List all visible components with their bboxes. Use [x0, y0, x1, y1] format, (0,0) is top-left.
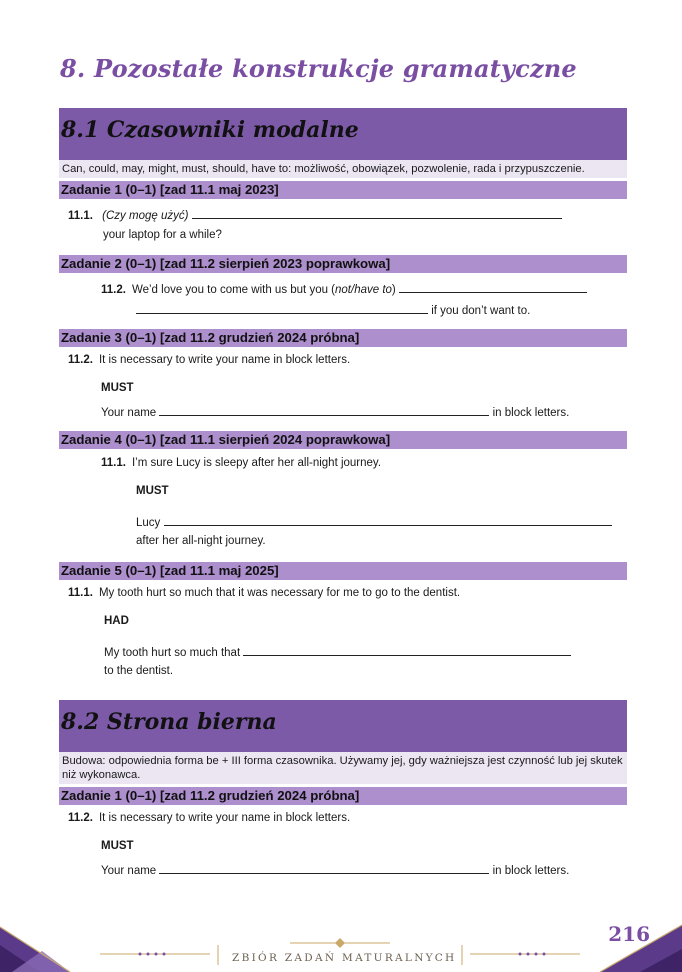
- task-item: [101, 281, 587, 296]
- section-title: 8.1 Czasowniki modalne: [61, 117, 359, 143]
- answer-line: [104, 644, 571, 659]
- task-title: Zadanie 1 (0–1) [zad 11.1 maj 2023]: [61, 182, 279, 197]
- item-sentence: My tooth hurt so much that it was necessary for me to go to the dentist.: [98, 587, 461, 599]
- task-title: Zadanie 2 (0–1) [zad 11.2 sierpień 2023 poprawkowa]: [61, 256, 391, 271]
- answer-line: [101, 404, 569, 419]
- keyword: MUST: [101, 382, 134, 394]
- section-title: 8.2 Strona bierna: [61, 709, 277, 735]
- answer-blank[interactable]: [192, 207, 562, 219]
- answer-end: after her all-night journey.: [136, 535, 266, 547]
- answer-end: to the dentist.: [104, 665, 174, 677]
- answer-line: [136, 514, 612, 529]
- answer-start: Your name: [101, 407, 157, 419]
- task-item: [68, 812, 350, 824]
- task-header: [59, 181, 627, 199]
- item-continuation: if you don’t want to.: [431, 305, 531, 317]
- task-item: [68, 207, 562, 222]
- item-prompt: (Czy mogę użyć): [102, 210, 189, 222]
- task-header: [59, 255, 627, 273]
- answer-blank[interactable]: [164, 514, 612, 526]
- answer-blank[interactable]: [159, 404, 489, 416]
- section-header: [59, 108, 627, 160]
- answer-blank[interactable]: [136, 302, 428, 314]
- keyword: MUST: [101, 840, 134, 852]
- item-number: 11.1.: [68, 587, 93, 599]
- answer-end: in block letters.: [492, 865, 570, 877]
- task-header: [59, 431, 627, 449]
- item-number: 11.2.: [101, 284, 126, 296]
- item-number: 11.1.: [68, 210, 93, 222]
- task-title: Zadanie 3 (0–1) [zad 11.2 grudzień 2024 próbna]: [61, 330, 360, 345]
- answer-end: in block letters.: [492, 407, 570, 419]
- task-header: [59, 562, 627, 580]
- item-text-end: ): [391, 284, 396, 296]
- answer-start: Your name: [101, 865, 157, 877]
- section-intro: Budowa: odpowiednia forma be + III forma czasownika. Używamy jej, gdy ważniejsza jest czynność lub jej skutek niż wykonawca.: [59, 752, 627, 784]
- item-number: 11.2.: [68, 812, 93, 824]
- answer-line: [101, 862, 569, 877]
- chapter-title: 8. Pozostałe konstrukcje gramatyczne: [60, 54, 577, 83]
- answer-blank[interactable]: [159, 862, 489, 874]
- section-intro: Can, could, may, might, must, should, have to: możliwość, obowiązek, pozwolenie, rada i przypuszczenie.: [59, 160, 627, 178]
- item-text: We’d love you to come with us but you (: [131, 284, 336, 296]
- footer-title: ZBIÓR ZADAŃ MATURALNYCH: [232, 952, 457, 964]
- task-header: [59, 787, 627, 805]
- task-title: Zadanie 4 (0–1) [zad 11.1 sierpień 2024 poprawkowa]: [61, 432, 391, 447]
- item-sentence: It is necessary to write your name in block letters.: [98, 354, 351, 366]
- answer-blank[interactable]: [243, 644, 571, 656]
- task-title: Zadanie 1 (0–1) [zad 11.2 grudzień 2024 próbna]: [61, 788, 360, 803]
- task-title: Zadanie 5 (0–1) [zad 11.1 maj 2025]: [61, 563, 279, 578]
- keyword: HAD: [104, 615, 129, 627]
- task-item: [68, 354, 350, 366]
- item-hint: not/have to: [335, 284, 392, 296]
- keyword: MUST: [136, 485, 169, 497]
- item-continuation-line: [136, 302, 530, 317]
- section-header: [59, 700, 627, 752]
- item-number: 11.2.: [68, 354, 93, 366]
- item-sentence: I’m sure Lucy is sleepy after her all-night journey.: [131, 457, 382, 469]
- item-sentence: It is necessary to write your name in block letters.: [98, 812, 351, 824]
- answer-start: My tooth hurt so much that: [104, 647, 241, 659]
- item-number: 11.1.: [101, 457, 126, 469]
- answer-start: Lucy: [136, 517, 161, 529]
- item-continuation: your laptop for a while?: [103, 229, 222, 241]
- task-item: [68, 587, 460, 599]
- answer-blank[interactable]: [399, 281, 587, 293]
- task-item: [101, 457, 381, 469]
- task-header: [59, 329, 627, 347]
- page-number: 216: [608, 922, 650, 946]
